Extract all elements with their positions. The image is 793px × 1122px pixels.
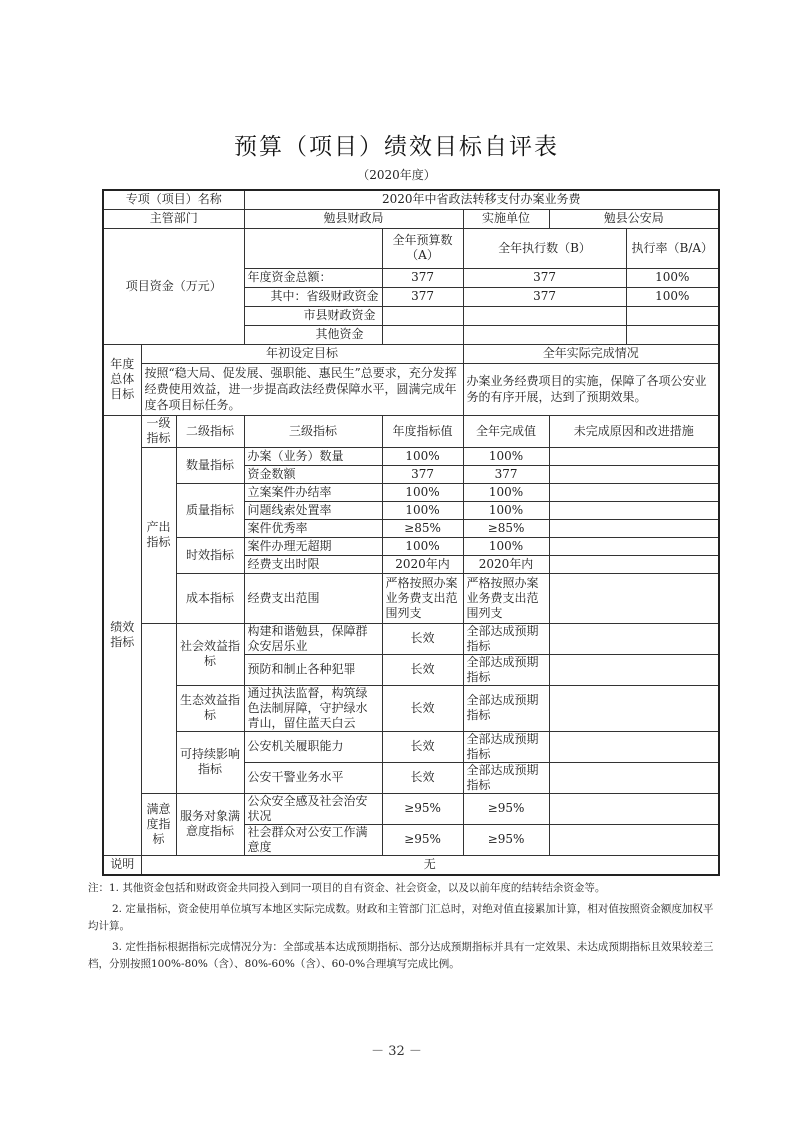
funds-row-b: 377 xyxy=(463,287,626,306)
project-name-label: 专项（项目）名称 xyxy=(103,190,244,209)
indicator-reason xyxy=(549,573,719,623)
funds-row-b: 377 xyxy=(463,268,626,287)
funds-row-a: 377 xyxy=(382,268,463,287)
indicator-actual: 全部达成预期指标 xyxy=(463,623,549,654)
indicator-row xyxy=(103,537,719,555)
indicator-target: 长效 xyxy=(382,762,463,793)
header-actual: 全年完成值 xyxy=(463,415,549,447)
indicator-name: 问题线索处置率 xyxy=(244,501,382,519)
indicator-target: 100% xyxy=(382,447,463,465)
funds-row-a xyxy=(382,306,463,325)
funds-row-label: 市县财政资金 xyxy=(244,306,382,325)
indicator-name: 经费支出范围 xyxy=(244,573,382,623)
indicator-reason xyxy=(549,731,719,762)
funds-row-a xyxy=(382,325,463,344)
indicator-name: 案件优秀率 xyxy=(244,519,382,537)
header-level3: 三级指标 xyxy=(244,415,382,447)
goals-label: 年度总体目标 xyxy=(103,344,141,415)
indicator-name: 立案案件办结率 xyxy=(244,483,382,501)
indicator-row xyxy=(103,623,719,654)
group-quantity: 数量指标 xyxy=(176,447,244,483)
funds-row-rate: 100% xyxy=(626,268,719,287)
impl-value: 勉县公安局 xyxy=(549,209,719,228)
page-title: 预算（项目）绩效目标自评表 xyxy=(234,134,559,160)
level1-effect xyxy=(141,623,176,793)
level1-output: 产出指标 xyxy=(141,447,176,623)
indicator-name: 办案（业务）数量 xyxy=(244,447,382,465)
indicator-name: 经费支出时限 xyxy=(244,555,382,573)
funds-col-a: 全年预算数（A） xyxy=(382,228,463,268)
goals-set-text: 按照“稳大局、促发展、强职能、惠民生”总要求，充分发挥经费使用效益，进一步提高政法经费保障水平，圆满完成年度各项目标任务。 xyxy=(141,363,463,415)
note-2: 2. 定量指标，资金使用单位填写本地区实际完成数。财政和主管部门汇总时，对绝对值直接累加计算，相对值按照资金额度加权平均计算。 xyxy=(88,903,714,932)
indicator-name: 资金数额 xyxy=(244,465,382,483)
indicator-name: 预防和制止各种犯罪 xyxy=(244,654,382,685)
funds-row-b xyxy=(463,325,626,344)
indicator-row xyxy=(103,573,719,623)
indicator-target: 2020年内 xyxy=(382,555,463,573)
remarks-value: 无 xyxy=(141,855,719,875)
funds-label: 项目资金（万元） xyxy=(103,228,244,344)
goals-set-header: 年初设定目标 xyxy=(141,344,463,363)
indicator-name: 公安干警业务水平 xyxy=(244,762,382,793)
header-reason: 未完成原因和改进措施 xyxy=(549,415,719,447)
indicator-reason xyxy=(549,519,719,537)
indicator-actual: ≥85% xyxy=(463,519,549,537)
funds-row-rate xyxy=(626,306,719,325)
indicator-actual: ≥95% xyxy=(463,793,549,824)
indicator-target: 100% xyxy=(382,483,463,501)
indicator-actual: 100% xyxy=(463,501,549,519)
funds-row-a: 377 xyxy=(382,287,463,306)
footnotes xyxy=(88,880,718,977)
indicator-actual: 全部达成预期指标 xyxy=(463,654,549,685)
page-subtitle: （2020年度） xyxy=(357,168,436,182)
goals-actual-header: 全年实际完成情况 xyxy=(463,344,719,363)
indicator-reason xyxy=(549,824,719,855)
indicator-actual: 全部达成预期指标 xyxy=(463,685,549,731)
note-3: 3. 定性指标根据指标完成情况分为：全部或基本达成预期指标、部分达成预期指标并具有一定效果、未达成预期指标且效果较差三档，分别按照100%-80%（含）、80%-60%（含）、60-0%合理填写完成比例。 xyxy=(88,941,714,970)
header-level1: 一级指标 xyxy=(141,415,176,447)
indicator-target: 100% xyxy=(382,501,463,519)
funds-row-rate: 100% xyxy=(626,287,719,306)
indicator-reason xyxy=(549,623,719,654)
indicator-actual: 100% xyxy=(463,537,549,555)
header-target: 年度指标值 xyxy=(382,415,463,447)
group-timeliness: 时效指标 xyxy=(176,537,244,573)
indicator-target: 长效 xyxy=(382,731,463,762)
funds-row-label: 其他资金 xyxy=(244,325,382,344)
dept-label: 主管部门 xyxy=(103,209,244,228)
indicator-name: 公众安全感及社会治安状况 xyxy=(244,793,382,824)
note-1: 注：1. 其他资金包括和财政资金共同投入到同一项目的自有资金、社会资金，以及以前年度的结转结余资金等。 xyxy=(88,882,606,894)
level1-satisfaction: 满意度指标 xyxy=(141,793,176,855)
header-level2: 二级指标 xyxy=(176,415,244,447)
goals-actual-text: 办案业务经费项目的实施，保障了各项公安业务的有序开展，达到了预期效果。 xyxy=(463,363,719,415)
indicator-target: 长效 xyxy=(382,654,463,685)
indicators-label: 绩效指标 xyxy=(103,415,141,855)
indicator-actual: 严格按照办案业务费支出范围列支 xyxy=(463,573,549,623)
impl-label: 实施单位 xyxy=(463,209,549,228)
indicator-reason xyxy=(549,501,719,519)
indicator-name: 案件办理无超期 xyxy=(244,537,382,555)
funds-col-rate: 执行率（B/A） xyxy=(626,228,719,268)
indicator-actual: 100% xyxy=(463,483,549,501)
indicator-reason xyxy=(549,537,719,555)
indicator-name: 社会群众对公安工作满意度 xyxy=(244,824,382,855)
indicator-actual: 2020年内 xyxy=(463,555,549,573)
indicator-reason xyxy=(549,654,719,685)
indicator-reason xyxy=(549,762,719,793)
indicator-actual: 377 xyxy=(463,465,549,483)
group-service: 服务对象满意度指标 xyxy=(176,793,244,855)
indicator-target: ≥95% xyxy=(382,793,463,824)
indicator-actual: ≥95% xyxy=(463,824,549,855)
indicator-reason xyxy=(549,685,719,731)
indicator-target: 100% xyxy=(382,537,463,555)
indicator-row xyxy=(103,793,719,824)
group-eco: 生态效益指标 xyxy=(176,685,244,731)
funds-row-rate xyxy=(626,325,719,344)
funds-row-b xyxy=(463,306,626,325)
indicator-target: ≥85% xyxy=(382,519,463,537)
funds-row-label: 年度资金总额： xyxy=(244,268,382,287)
group-quality: 质量指标 xyxy=(176,483,244,537)
indicator-target: ≥95% xyxy=(382,824,463,855)
dept-value: 勉县财政局 xyxy=(244,209,463,228)
indicator-reason xyxy=(549,793,719,824)
indicator-reason xyxy=(549,447,719,465)
indicator-actual: 全部达成预期指标 xyxy=(463,731,549,762)
funds-blank xyxy=(244,228,382,268)
indicator-name: 公安机关履职能力 xyxy=(244,731,382,762)
indicator-reason xyxy=(549,555,719,573)
indicator-row xyxy=(103,483,719,501)
remarks-label: 说明 xyxy=(103,855,141,875)
indicator-actual: 100% xyxy=(463,447,549,465)
indicator-reason xyxy=(549,483,719,501)
indicator-reason xyxy=(549,465,719,483)
group-social: 社会效益指标 xyxy=(176,623,244,685)
indicator-target: 377 xyxy=(382,465,463,483)
indicator-target: 严格按照办案业务费支出范围列支 xyxy=(382,573,463,623)
indicator-row xyxy=(103,731,719,762)
indicator-actual: 全部达成预期指标 xyxy=(463,762,549,793)
group-cost: 成本指标 xyxy=(176,573,244,623)
indicator-row xyxy=(103,685,719,731)
funds-row-label: 其中：省级财政资金 xyxy=(244,287,382,306)
page-number: － 32 － xyxy=(371,1044,422,1059)
indicator-target: 长效 xyxy=(382,623,463,654)
indicator-row xyxy=(103,447,719,465)
evaluation-table xyxy=(102,189,720,876)
project-name: 2020年中省政法转移支付办案业务费 xyxy=(244,190,719,209)
indicator-name: 通过执法监督，构筑绿色法制屏障，守护绿水青山，留住蓝天白云 xyxy=(244,685,382,731)
funds-col-b: 全年执行数（B） xyxy=(463,228,626,268)
indicator-name: 构建和谐勉县，保障群众安居乐业 xyxy=(244,623,382,654)
indicator-target: 长效 xyxy=(382,685,463,731)
group-sustain: 可持续影响指标 xyxy=(176,731,244,793)
